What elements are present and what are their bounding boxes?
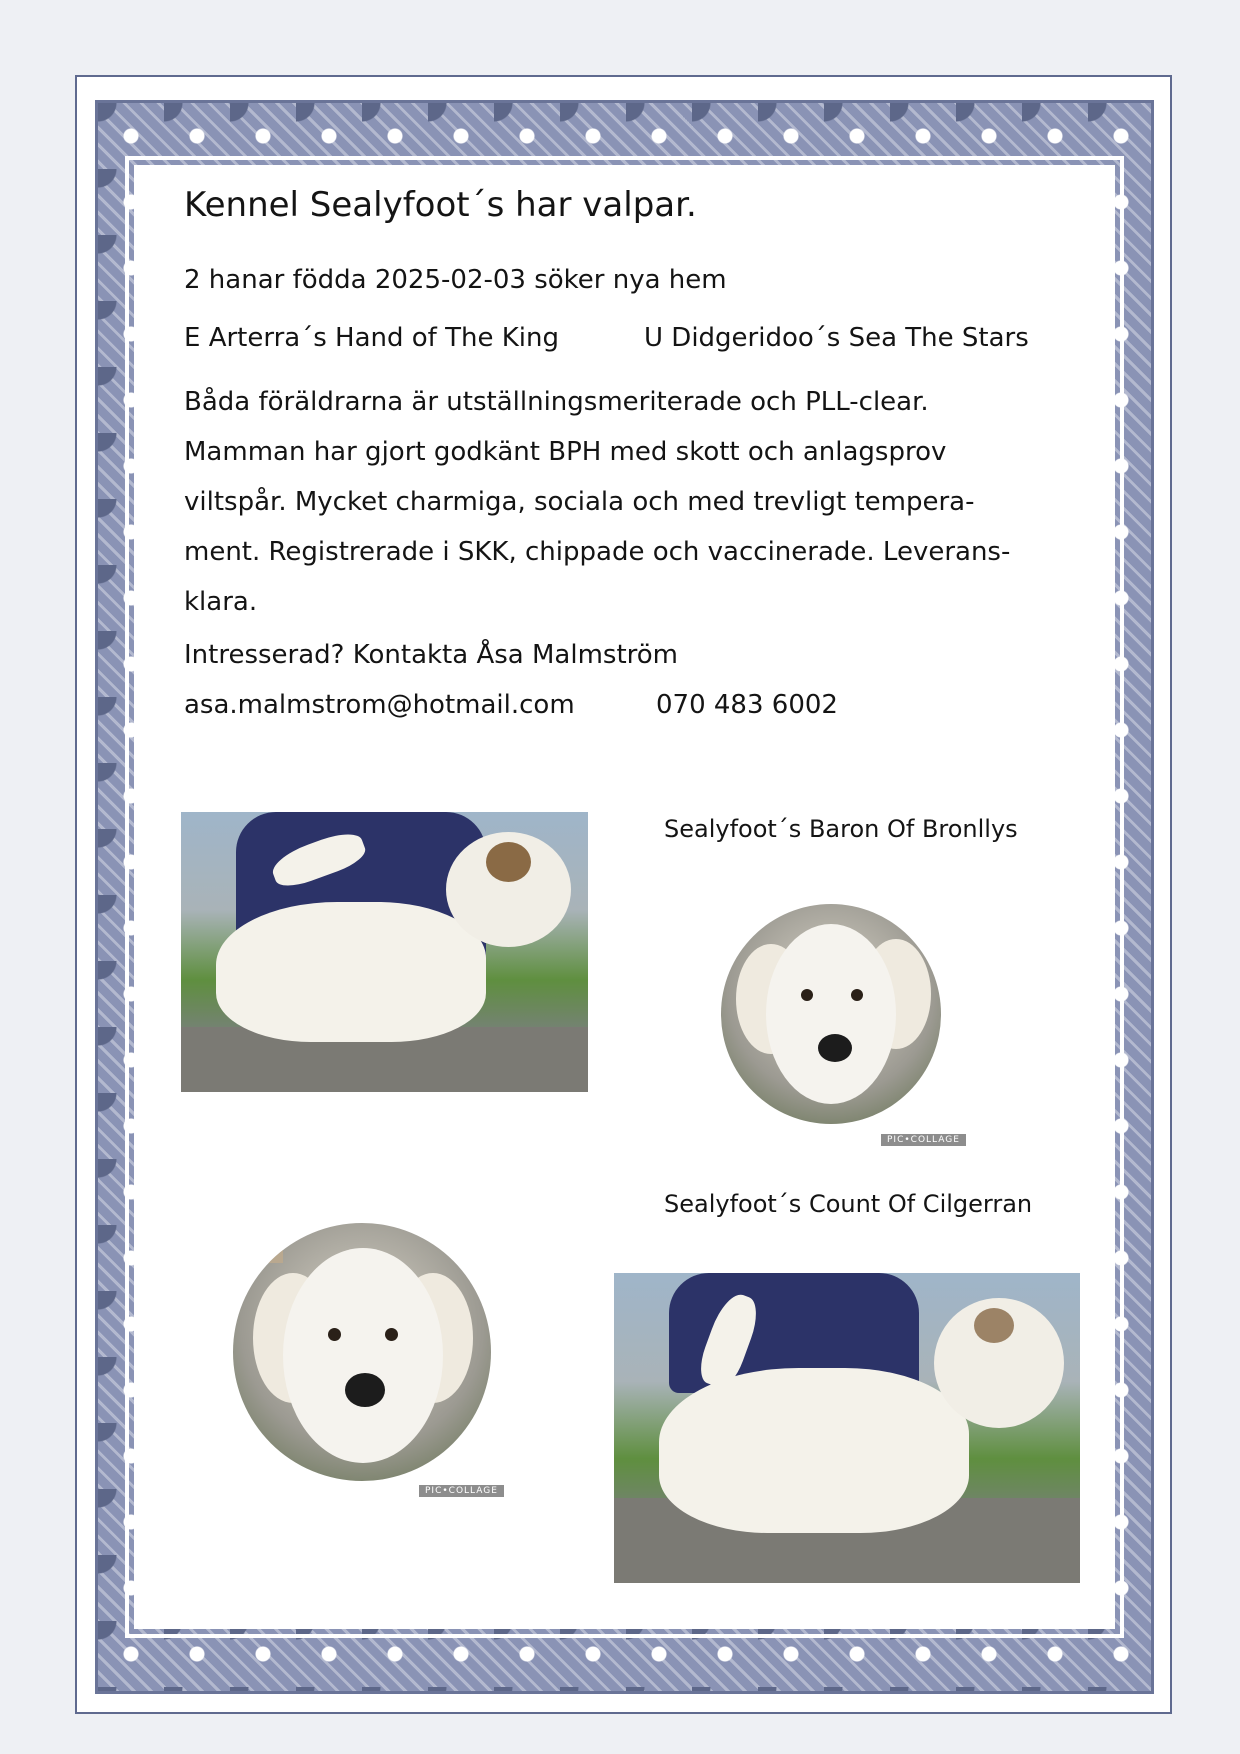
content-area xyxy=(134,165,1115,1629)
description-line: klara. xyxy=(184,587,258,617)
puppy-portrait-1 xyxy=(721,904,941,1124)
mother-name: U Didgeridoo´s Sea The Stars xyxy=(644,323,1029,353)
description-line: Båda föräldrarna är utställningsmeriterade och PLL-clear. xyxy=(184,387,929,417)
watermark-2: PIC•COLLAGE xyxy=(419,1485,504,1497)
watermark-1: PIC•COLLAGE xyxy=(881,1134,966,1146)
puppy-name-2: Sealyfoot´s Count Of Cilgerran xyxy=(664,1190,1033,1218)
father-name: E Arterra´s Hand of The King xyxy=(184,323,559,353)
description-line: ment. Registrerade i SKK, chippade och vaccinerade. Leverans- xyxy=(184,537,1011,567)
description xyxy=(184,377,1064,627)
puppy-photo-standing-2 xyxy=(614,1273,1080,1583)
subtitle: 2 hanar födda 2025-02-03 söker nya hem xyxy=(184,265,727,295)
email-link[interactable]: asa.malmstrom@hotmail.com xyxy=(184,690,575,720)
puppy-photo-standing-1 xyxy=(181,812,588,1092)
description-line: Mamman har gjort godkänt BPH med skott och anlagsprov xyxy=(184,437,947,467)
puppy-name-1: Sealyfoot´s Baron Of Bronllys xyxy=(664,815,1018,843)
description-line: viltspår. Mycket charmiga, sociala och med trevligt tempera- xyxy=(184,487,975,517)
puppy-portrait-2 xyxy=(233,1223,491,1481)
phone-number: 070 483 6002 xyxy=(656,690,838,720)
page-title: Kennel Sealyfoot´s har valpar. xyxy=(184,185,697,225)
contact-line: Intresserad? Kontakta Åsa Malmström xyxy=(184,640,678,670)
